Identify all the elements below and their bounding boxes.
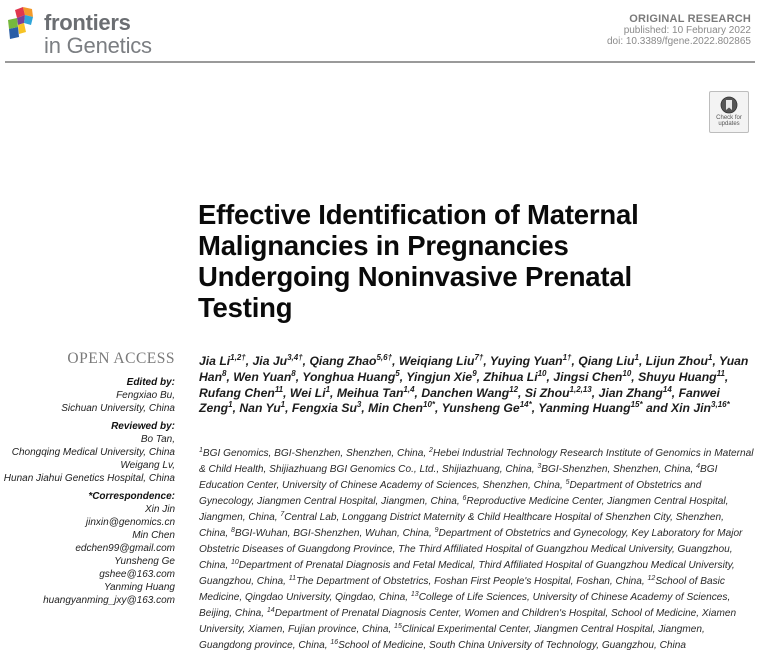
correspondence-label: *Correspondence: bbox=[88, 491, 175, 502]
author-affiliation-marker: 1† bbox=[562, 353, 572, 362]
paper-title: Effective Identification of Maternal Malignancies in Pregnancies Undergoing Noninvasive Prenatal Testing bbox=[198, 199, 639, 323]
affiliation-number: 16 bbox=[330, 639, 339, 646]
affiliation-number: 1 bbox=[199, 447, 203, 454]
author-name[interactable]: Yuying Yuan bbox=[489, 354, 563, 368]
author-separator: , bbox=[361, 401, 369, 416]
affiliation-text: Hebei Industrial Technology Research Institute of Genomics in Maternal & Child Health, Shijiazhuang BGI Genomics Co., Ltd., Shijiazhuang, China, bbox=[199, 448, 754, 475]
author-separator: , bbox=[283, 385, 290, 400]
affiliation-text: Department of Obstetrics and Gynecology, Key Laboratory for Major Obstetric Diseases of Guangdong Province, The Third Affiliated Hospital of Guangzhou Medical University, Guangzhou, China, bbox=[199, 528, 743, 571]
author-separator: , bbox=[724, 369, 729, 384]
published-date: published: 10 February 2022 bbox=[623, 25, 751, 36]
author-separator: , bbox=[671, 385, 679, 400]
author-name[interactable]: Wei Li bbox=[289, 385, 326, 400]
author-name[interactable]: Rufang Chen bbox=[199, 385, 275, 400]
correspondent-name: Yanming Huang bbox=[104, 582, 175, 593]
correspondent-email[interactable]: huangyanming_jxy@163.com bbox=[43, 595, 175, 606]
affiliation-number: 7 bbox=[280, 511, 285, 518]
affiliation-number: 6 bbox=[462, 495, 467, 502]
affiliation-number: 11 bbox=[288, 575, 297, 582]
doi-link[interactable]: doi: 10.3389/fgene.2022.802865 bbox=[606, 36, 751, 47]
affiliation-number: 13 bbox=[410, 591, 419, 598]
author-affiliation-marker: 3 bbox=[356, 400, 362, 410]
editor-name: Fengxiao Bu, bbox=[116, 390, 175, 401]
author-name[interactable]: Fanwei Zeng bbox=[199, 385, 720, 416]
author-separator: , bbox=[571, 354, 579, 368]
reviewer-affiliation: Hunan Jiahui Genetics Hospital, China bbox=[3, 473, 175, 484]
author-affiliation-marker: 3,4† bbox=[287, 353, 303, 362]
affiliation-text: Clinical Experimental Center, Jiangmen Central Hospital, Jiangmen, Guangdong province, China, bbox=[199, 624, 705, 651]
affiliation-number: 9 bbox=[434, 527, 439, 534]
affiliation-text: College of Life Sciences, University of Chinese Academy of Sciences, Beijing, China, bbox=[199, 592, 731, 619]
author-affiliation-marker: 5 bbox=[395, 368, 400, 378]
affiliation-number: 15 bbox=[394, 623, 402, 630]
journal-name-line2: in Genetics bbox=[44, 33, 152, 58]
reviewer-affiliation: Chongqing Medical University, China bbox=[11, 447, 175, 458]
author-affiliation-marker: 1,2† bbox=[230, 353, 246, 362]
header-divider bbox=[5, 61, 755, 63]
check-updates-line1: Check for bbox=[716, 115, 742, 121]
journal-name-line1: frontiers bbox=[44, 10, 131, 35]
affiliation-text: BGI-Shenzhen, Shenzhen, China, bbox=[541, 464, 697, 475]
author-name[interactable]: Yuan Han bbox=[199, 354, 749, 384]
author-affiliation-marker: 1 bbox=[325, 384, 331, 394]
correspondent-email[interactable]: edchen99@gmail.com bbox=[75, 543, 175, 554]
author-separator: , bbox=[399, 369, 407, 384]
author-separator: , bbox=[302, 354, 310, 368]
reviewer-name: Weigang Lv, bbox=[120, 460, 175, 471]
author-affiliation-marker: 3,16* bbox=[711, 400, 730, 410]
author-affiliation-marker: 5,6† bbox=[376, 353, 393, 362]
author-separator: , bbox=[392, 354, 399, 368]
author-name[interactable]: Wen Yuan bbox=[233, 369, 292, 384]
author-separator: , bbox=[295, 369, 303, 384]
author-name[interactable]: Shuyu Huang bbox=[638, 369, 717, 384]
sidebar bbox=[0, 350, 175, 607]
author-name[interactable]: Xin Jin bbox=[671, 401, 712, 416]
author-name[interactable]: Jian Zhang bbox=[598, 385, 663, 400]
affiliation-number: 10 bbox=[230, 559, 239, 566]
author-affiliation-marker: 1,4 bbox=[403, 384, 415, 394]
author-separator: , bbox=[546, 369, 554, 384]
author-name[interactable]: Jia Li bbox=[199, 354, 231, 368]
affiliation-text: BGI-Wuhan, BGI-Shenzhen, Wuhan, China, bbox=[234, 528, 435, 539]
author-separator: , bbox=[631, 369, 639, 384]
author-name[interactable]: Fengxia Su bbox=[291, 401, 357, 416]
author-affiliation-marker: 8 bbox=[291, 368, 296, 378]
affiliation-text: School of Medicine, South China University of Technology, Guangzhou, China bbox=[338, 640, 686, 651]
author-separator: , bbox=[483, 354, 490, 368]
correspondent-name: Yunsheng Ge bbox=[114, 556, 175, 567]
author-affiliation-marker: 9 bbox=[472, 368, 477, 378]
check-for-updates-button[interactable] bbox=[709, 91, 749, 133]
author-affiliation-marker: 15* bbox=[630, 400, 643, 410]
author-name[interactable]: Qiang Liu bbox=[578, 354, 635, 368]
reviewer-name: Bo Tan, bbox=[140, 434, 175, 445]
author-name[interactable]: Qiang Zhao bbox=[309, 354, 377, 368]
edited-by-label: Edited by: bbox=[126, 377, 175, 388]
author-affiliation-marker: 8 bbox=[222, 368, 227, 378]
affiliation-number: 12 bbox=[647, 575, 656, 582]
affiliation-number: 5 bbox=[565, 479, 570, 486]
correspondent-name: Min Chen bbox=[132, 530, 175, 541]
author-separator: , bbox=[531, 401, 539, 416]
reviewed-by-label: Reviewed by: bbox=[111, 421, 175, 432]
author-name[interactable]: Yanming Huang bbox=[538, 401, 631, 416]
author-affiliation-marker: 1 bbox=[708, 353, 713, 362]
author-affiliation-marker: 10 bbox=[622, 368, 632, 378]
author-affiliation-marker: 1,2,13 bbox=[569, 384, 592, 394]
author-affiliation-marker: 11 bbox=[274, 384, 284, 394]
author-affiliation-marker: 12 bbox=[509, 384, 519, 394]
author-affiliation-marker: 7† bbox=[474, 353, 484, 362]
author-name[interactable]: Yingjun Xie bbox=[406, 369, 473, 384]
author-affiliation-marker: 1 bbox=[634, 353, 639, 362]
author-list bbox=[199, 354, 754, 417]
affiliation-number: 2 bbox=[429, 447, 433, 454]
affiliation-text: School of Basic Medicine, Qingdao University, Qingdao, China, bbox=[199, 576, 725, 603]
author-separator: , bbox=[330, 385, 337, 400]
author-affiliation-marker: 14* bbox=[519, 400, 532, 410]
author-name[interactable]: Zhihua Li bbox=[483, 369, 538, 384]
author-name[interactable]: Jia Ju bbox=[252, 354, 288, 368]
affiliation-text: BGI Education Center, University of Chinese Academy of Sciences, Shenzhen, China, bbox=[199, 464, 718, 491]
author-affiliation-marker: 14 bbox=[662, 384, 672, 394]
author-affiliation-marker: 10 bbox=[537, 368, 547, 378]
article-type: ORIGINAL RESEARCH bbox=[629, 13, 751, 25]
affiliation-text: Reproductive Medicine Center, Jiangmen Central Hospital, Jiangmen, China, bbox=[199, 496, 729, 523]
author-separator: , bbox=[226, 369, 234, 384]
author-name[interactable]: Danchen Wang bbox=[421, 385, 510, 400]
check-updates-line2: updates bbox=[718, 121, 740, 127]
affiliation-text: Department of Obstetrics and Gynecology, Jiangmen Central Hospital, Jiangmen, China, bbox=[199, 480, 702, 507]
bookmark-circle-icon bbox=[720, 96, 738, 114]
author-name[interactable]: Weiqiang Liu bbox=[398, 354, 475, 368]
author-name[interactable]: Meihua Tan bbox=[336, 385, 404, 400]
frontiers-cube-logo-icon bbox=[6, 6, 40, 42]
author-name[interactable]: Min Chen bbox=[368, 401, 423, 416]
author-separator: , bbox=[638, 354, 646, 368]
affiliation-number: 14 bbox=[266, 607, 275, 614]
author-separator: , bbox=[414, 385, 422, 400]
author-separator: , bbox=[712, 354, 720, 368]
author-name[interactable]: Lijun Zhou bbox=[645, 354, 709, 368]
editor-affiliation: Sichuan University, China bbox=[61, 403, 175, 414]
affiliation-text: Department of Prenatal Diagnosis and Fetal Medical, Third Affiliated Hospital of Guangzhou Medical University, Guangzhou, China, bbox=[199, 560, 735, 587]
author-separator: , bbox=[285, 401, 292, 416]
author-name[interactable]: Jingsi Chen bbox=[553, 369, 623, 384]
affiliation-text: The Department of Obstetrics, Foshan First People's Hospital, Foshan, China, bbox=[296, 576, 648, 587]
author-name[interactable]: Yonghua Huang bbox=[302, 369, 396, 384]
affiliation-number: 3 bbox=[537, 463, 542, 470]
correspondent-email[interactable]: gshee@163.com bbox=[99, 569, 175, 580]
author-separator: , bbox=[591, 385, 599, 400]
author-separator: , bbox=[476, 369, 484, 384]
article-meta bbox=[607, 14, 751, 47]
author-separator: , bbox=[232, 401, 240, 416]
author-separator: , bbox=[435, 401, 442, 416]
author-name[interactable]: Yunsheng Ge bbox=[441, 401, 520, 416]
journal-logo[interactable] bbox=[6, 4, 186, 59]
author-affiliation-marker: 1 bbox=[280, 400, 286, 410]
author-affiliation-marker: 10* bbox=[423, 400, 436, 410]
correspondent-email[interactable]: jinxin@genomics.cn bbox=[85, 517, 175, 528]
open-access-label: OPEN ACCESS bbox=[67, 350, 175, 367]
author-name[interactable]: Si Zhou bbox=[524, 385, 570, 400]
author-affiliation-marker: 11 bbox=[716, 368, 725, 378]
correspondent-name: Xin Jin bbox=[144, 504, 175, 515]
author-name[interactable]: Nan Yu bbox=[239, 401, 281, 416]
affiliation-number: 4 bbox=[696, 463, 701, 470]
author-separator: and bbox=[642, 401, 672, 416]
affiliation-number: 8 bbox=[230, 527, 235, 534]
author-affiliation-marker: 1 bbox=[228, 400, 233, 410]
author-separator: , bbox=[518, 385, 525, 400]
affiliation-text: Central Lab, Longgang District Maternity & Child Healthcare Hospital of Shenzhen City, Shenzhen, China, bbox=[199, 512, 724, 539]
affiliation-list bbox=[199, 446, 754, 654]
affiliation-text: BGI Genomics, BGI-Shenzhen, Shenzhen, China, bbox=[202, 448, 430, 459]
affiliation-text: Department of Prenatal Diagnosis Center, Women and Children's Hospital, School of Medicine, Xiamen University, Xiamen, Fujian province, China, bbox=[199, 608, 737, 635]
author-separator: , bbox=[245, 354, 253, 368]
